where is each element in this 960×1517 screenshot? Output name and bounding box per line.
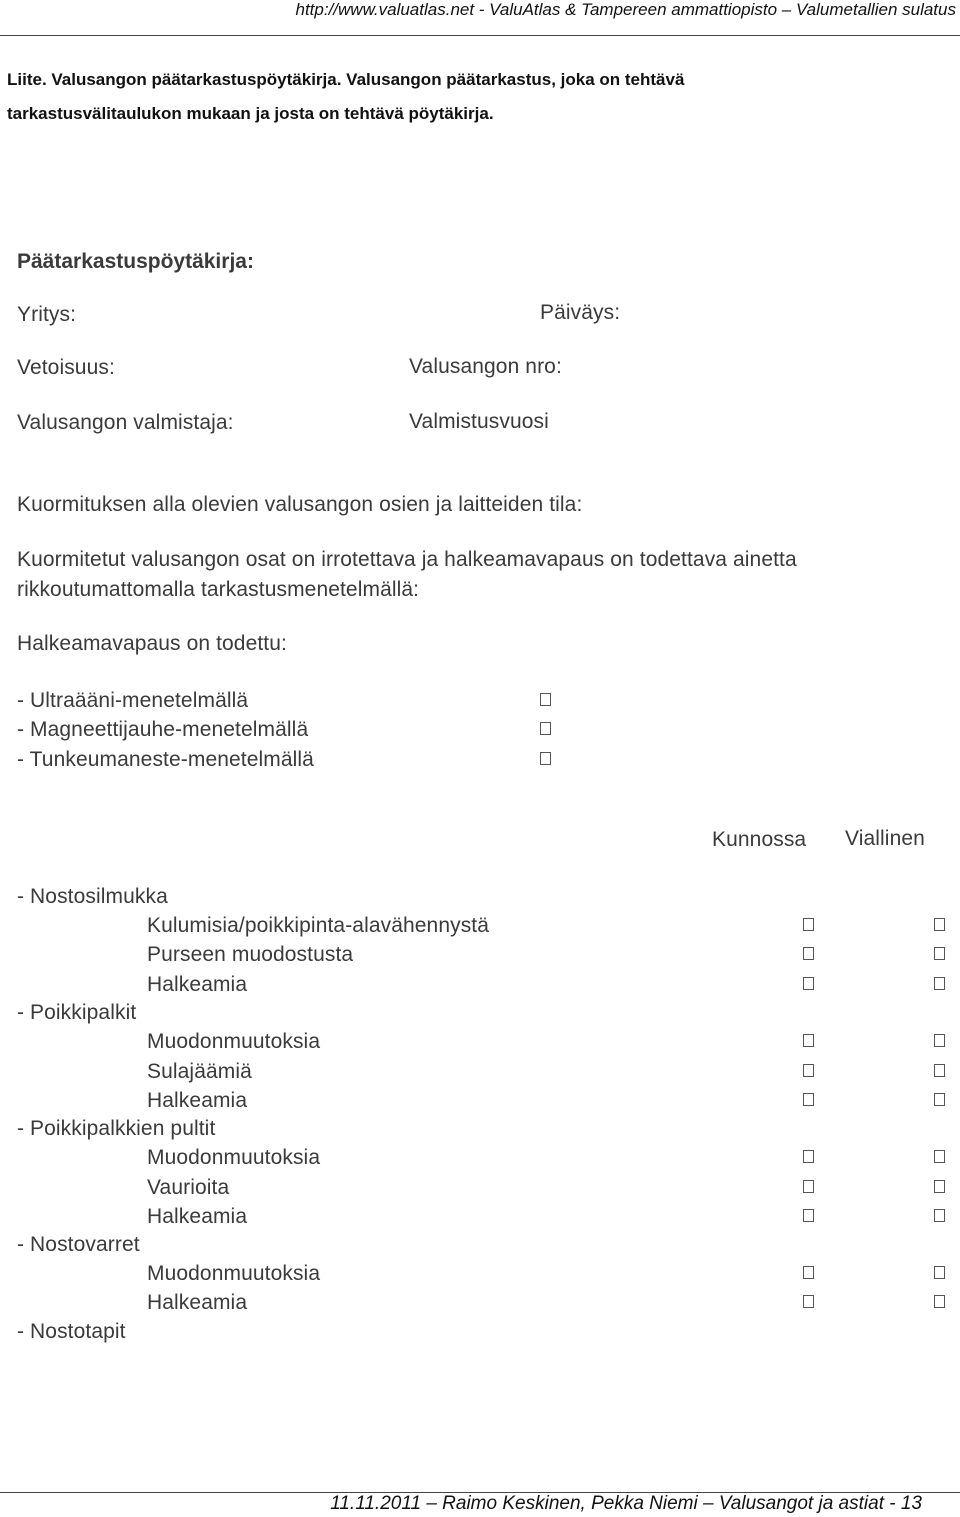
checkbox-ok[interactable]	[803, 918, 814, 931]
method-penetrant: - Tunkeumaneste-menetelmällä	[17, 748, 314, 771]
item-label: Sulajäämiä	[147, 1060, 252, 1083]
item-label: Kulumisia/poikkipinta-alavähennystä	[147, 914, 490, 937]
column-header-ok: Kunnossa	[712, 828, 807, 851]
field-date: Päiväys:	[540, 301, 621, 324]
field-ladle-no: Valusangon nro:	[409, 355, 562, 378]
item-label: Halkeamia	[147, 1291, 248, 1314]
checkbox-faulty[interactable]	[934, 1034, 945, 1047]
checkbox-ok[interactable]	[803, 947, 814, 960]
group-title-lifting-loop: - Nostosilmukka	[17, 885, 168, 908]
checkbox-faulty[interactable]	[934, 1093, 945, 1106]
checkbox-faulty[interactable]	[934, 1266, 945, 1279]
checkbox-faulty[interactable]	[934, 1295, 945, 1308]
crack-heading: Halkeamavapaus on todettu:	[17, 632, 287, 655]
instruction-line-1: Kuormitetut valusangon osat on irrotettava ja halkeamavapaus on todettava ainetta	[17, 548, 797, 571]
checkbox-faulty[interactable]	[934, 1064, 945, 1077]
item-label: Vaurioita	[147, 1176, 230, 1199]
checkbox-ok[interactable]	[803, 1266, 814, 1279]
checkbox-faulty[interactable]	[934, 977, 945, 990]
method-ultrasonic: - Ultraääni-menetelmällä	[17, 689, 249, 712]
condition-heading: Kuormituksen alla olevien valusangon osien ja laitteiden tila:	[17, 493, 583, 516]
item-label: Halkeamia	[147, 1205, 248, 1228]
checkbox-faulty[interactable]	[934, 1150, 945, 1163]
item-label: Halkeamia	[147, 1089, 248, 1112]
checkbox-ok[interactable]	[803, 1034, 814, 1047]
intro-line-1: Liite. Valusangon päätarkastuspöytäkirja. Valusangon päätarkastus, joka on tehtävä	[7, 70, 685, 89]
checkbox-magnetic[interactable]	[540, 722, 551, 735]
column-header-faulty: Viallinen	[845, 827, 925, 850]
footer-text: 11.11.2011 – Raimo Keskinen, Pekka Niemi – Valusangot ja astiat - 13	[330, 1493, 922, 1514]
item-label: Muodonmuutoksia	[147, 1262, 321, 1285]
header-url: http://www.valuatlas.net - ValuAtlas & Tampereen ammattiopisto – Valumetallien sulatus	[295, 0, 956, 19]
field-company: Yritys:	[17, 303, 77, 326]
method-magnetic: - Magneettijauhe-menetelmällä	[17, 718, 309, 741]
checkbox-faulty[interactable]	[934, 947, 945, 960]
item-label: Halkeamia	[147, 973, 248, 996]
field-capacity: Vetoisuus:	[17, 356, 115, 379]
field-manufacturer: Valusangon valmistaja:	[17, 411, 234, 434]
form-title: Päätarkastuspöytäkirja:	[17, 250, 254, 273]
group-title-crossbeam-bolts: - Poikkipalkkien pultit	[17, 1117, 216, 1140]
item-label: Purseen muodostusta	[147, 943, 354, 966]
checkbox-ok[interactable]	[803, 1064, 814, 1077]
checkbox-ok[interactable]	[803, 1093, 814, 1106]
field-year: Valmistusvuosi	[409, 410, 549, 433]
checkbox-ok[interactable]	[803, 1180, 814, 1193]
checkbox-ok[interactable]	[803, 1150, 814, 1163]
item-label: Muodonmuutoksia	[147, 1146, 321, 1169]
group-title-lifting-pins: - Nostotapit	[17, 1320, 126, 1343]
checkbox-ultrasonic[interactable]	[540, 693, 551, 706]
intro-line-2: tarkastusvälitaulukon mukaan ja josta on tehtävä pöytäkirja.	[7, 104, 494, 123]
checkbox-penetrant[interactable]	[540, 752, 551, 765]
group-title-crossbeams: - Poikkipalkit	[17, 1001, 137, 1024]
item-label: Muodonmuutoksia	[147, 1030, 321, 1053]
checkbox-ok[interactable]	[803, 977, 814, 990]
checkbox-faulty[interactable]	[934, 1180, 945, 1193]
checkbox-faulty[interactable]	[934, 1209, 945, 1222]
checkbox-faulty[interactable]	[934, 918, 945, 931]
checkbox-ok[interactable]	[803, 1209, 814, 1222]
group-title-lifting-arms: - Nostovarret	[17, 1233, 140, 1256]
instruction-line-2: rikkoutumattomalla tarkastusmenetelmällä:	[17, 578, 420, 601]
header-rule	[0, 35, 960, 36]
checkbox-ok[interactable]	[803, 1295, 814, 1308]
